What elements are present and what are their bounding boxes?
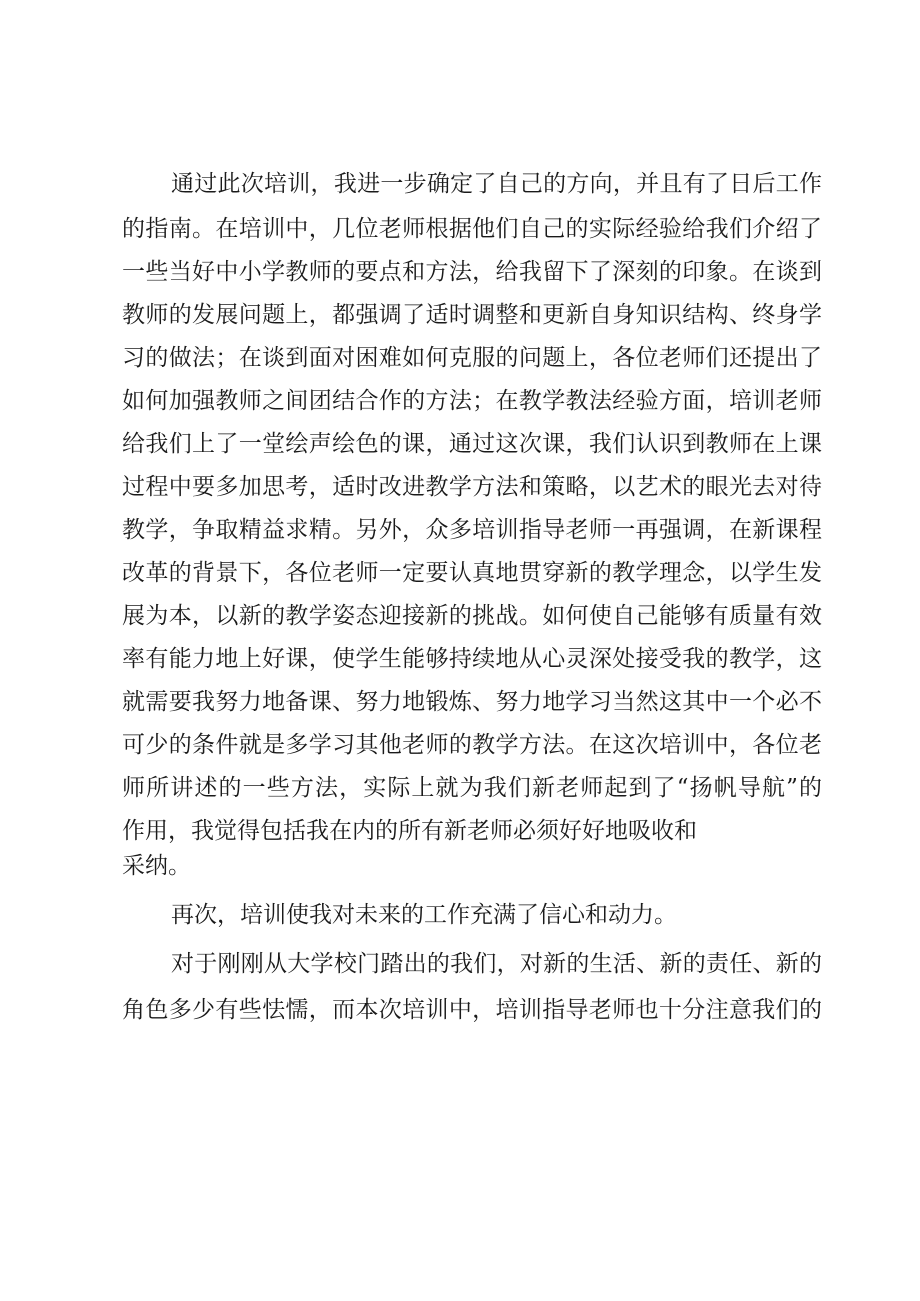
paragraph-1-line-12: 率有能力地上好课，使学生能够持续地从心灵深处接受我的教学，这 [122,646,822,672]
paragraph-1-line-2: 的指南。在培训中，几位老师根据他们自己的实际经验给我们介绍了 [122,216,822,242]
paragraph-3-line-2: 角色多少有些怯懦，而本次培训中，培训指导老师也十分注意我们的 [122,997,822,1023]
paragraph-1-line-4: 教师的发展问题上，都强调了适时调整和更新自身知识结构、终身学 [122,302,822,328]
paragraph-1-line-11: 展为本，以新的教学姿态迎接新的挑战。如何使自己能够有质量有效 [122,603,822,629]
paragraph-1-line-10: 改革的背景下，各位老师一定要认真地贯穿新的教学理念，以学生发 [122,560,822,586]
paragraph-1-line-6: 如何加强教师之间团结合作的方法；在教学教法经验方面，培训老师 [122,388,822,414]
paragraph-1-line-16: 作用，我觉得包括我在内的所有新老师必须好好地吸收和 [122,818,697,844]
paragraph-1-line-14: 可少的条件就是多学习其他老师的教学方法。在这次培训中，各位老 [122,732,822,758]
paragraph-1-line-8: 过程中要多加思考，适时改进教学方法和策略，以艺术的眼光去对待 [122,474,822,500]
paragraph-1-line-7: 给我们上了一堂绘声绘色的课，通过这次课，我们认识到教师在上课 [122,431,822,457]
paragraph-2-line-1: 再次，培训使我对未来的工作充满了信心和动力。 [171,902,677,928]
paragraph-1-line-1: 通过此次培训，我进一步确定了自己的方向，并且有了日后工作 [171,171,822,197]
paragraph-1-line-17: 采纳。 [122,853,191,879]
paragraph-1-line-9: 教学，争取精益求精。另外，众多培训指导老师一再强调，在新课程 [122,517,822,543]
paragraph-1-line-13: 就需要我努力地备课、努力地锻炼、努力地学习当然这其中一个必不 [122,689,822,715]
paragraph-1-line-3: 一些当好中小学教师的要点和方法，给我留下了深刻的印象。在谈到 [122,259,822,285]
paragraph-1-line-15: 师所讲述的一些方法，实际上就为我们新老师起到了“扬帆导航”的 [122,775,822,801]
paragraph-1-line-5: 习的做法；在谈到面对困难如何克服的问题上，各位老师们还提出了 [122,345,822,371]
paragraph-3-line-1: 对于刚刚从大学校门踏出的我们，对新的生活、新的责任、新的 [171,951,822,977]
